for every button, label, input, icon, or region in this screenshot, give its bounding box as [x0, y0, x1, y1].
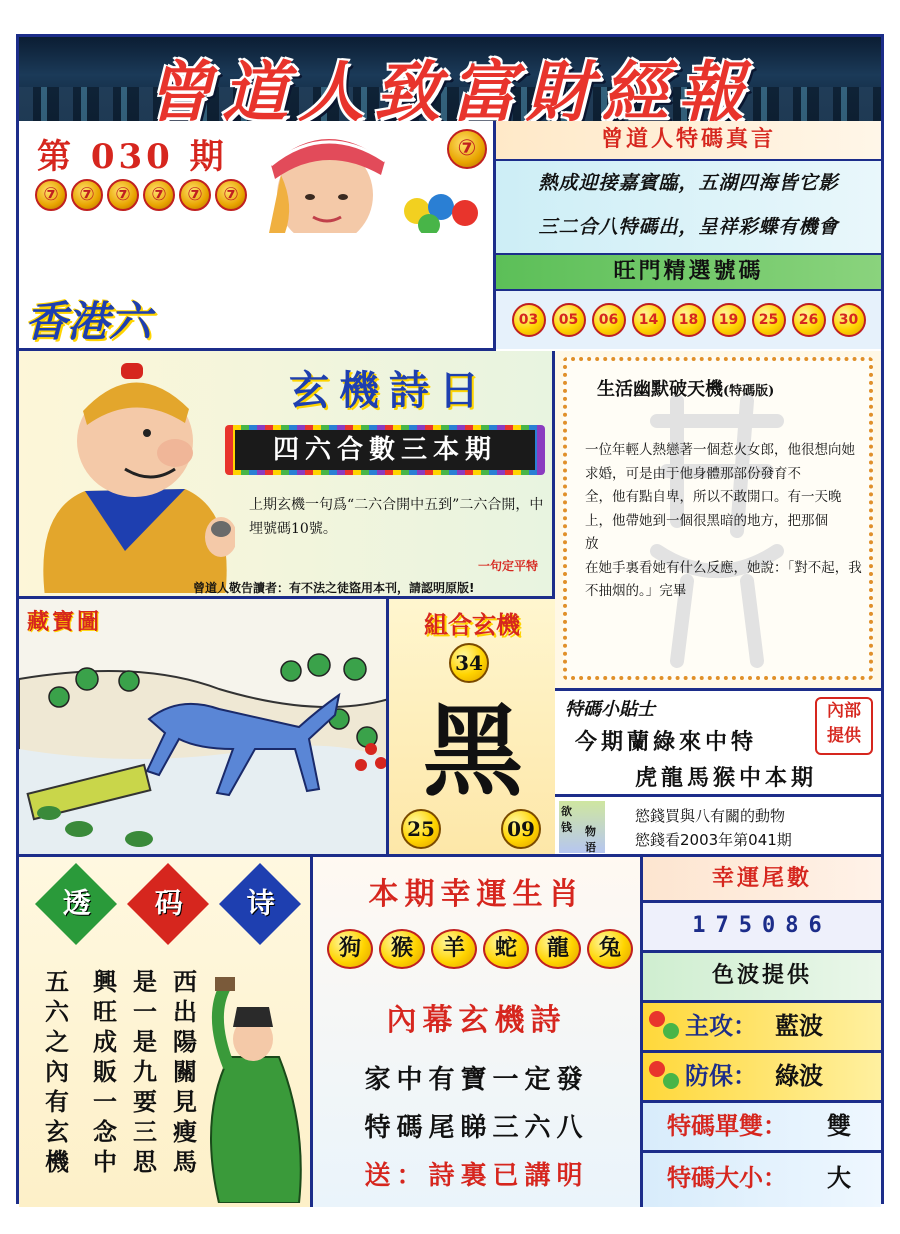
poem-column-text: 五六之內有玄機	[45, 967, 69, 1176]
mystic-poem-sign: 一句定平特	[477, 559, 538, 573]
main-attack-value: 藍波	[775, 1012, 823, 1040]
lucky-coin-icon: ⑦	[215, 179, 247, 211]
poem-char-badge	[219, 863, 301, 945]
lucky-coin-icon: ⑦	[71, 179, 103, 211]
poem-column	[43, 967, 71, 1177]
inner-poem-send	[313, 1155, 640, 1192]
mystic-poem-banner	[225, 425, 545, 475]
main-attack-label: 主攻：	[685, 1012, 757, 1040]
mystic-poem-text: 上期玄機一句爲“二六合開中五到”二六合開，中埋號碼10號。	[249, 497, 544, 537]
combo-number-top: 34	[449, 643, 489, 683]
mystic-poem-title: 玄機詩日	[289, 368, 489, 414]
zodiac-ball: 龍	[535, 929, 581, 969]
poem-column	[91, 967, 119, 1177]
poem-column	[131, 967, 159, 1177]
lucky-zodiac-panel	[313, 857, 643, 1207]
tips-panel	[555, 691, 881, 797]
joke-frame	[563, 357, 873, 680]
money-tag-char: 欲	[561, 805, 572, 818]
joke-paragraph: 一位年輕人熱戀著一個惹火女郎，他很想向她求婚，可是由于他身體那部份發育不	[585, 442, 855, 482]
joke-title-text: 生活幽默破天機	[597, 379, 723, 400]
combo-number-left: 25	[401, 809, 441, 849]
joke-subtitle: (特碼版)	[723, 384, 775, 399]
color-balls-icon	[649, 1061, 679, 1091]
zodiac-ball: 蛇	[483, 929, 529, 969]
joke-paragraph: 在她手裏看她有什么反應，她說：「對不起，我不抽烟的。」完畢	[585, 559, 862, 599]
lucky-info-panel	[643, 857, 881, 1207]
lucky-coin-icon: ⑦	[179, 179, 211, 211]
poem-column-text: 是一是九要三思	[133, 967, 157, 1176]
joke-title	[597, 375, 774, 401]
joke-body	[585, 439, 867, 604]
special-code-panel	[493, 121, 881, 351]
coin-row	[35, 179, 247, 211]
insider-badge	[815, 697, 873, 755]
combo-title: 組合玄機	[424, 611, 520, 639]
poem-char-badge	[127, 863, 209, 945]
tips-line: 虎龍馬猴中本期	[635, 765, 818, 791]
money-tag-char: 钱	[561, 821, 572, 834]
money-riddle-line: 慾錢看2003年第041期	[635, 831, 792, 849]
number-ball: 06	[592, 303, 626, 337]
inner-poem-line: 特碼尾睇三六八	[364, 1113, 589, 1143]
insider-badge-line: 內部	[827, 701, 861, 721]
selected-numbers-row	[496, 291, 881, 349]
joke-paragraph: 放	[585, 536, 599, 552]
joke-paragraph: 全，他有點自卑，所以不敢開口。有一天晚上，他帶她到一個很黑暗的地方，把那個	[585, 489, 842, 529]
size-row	[643, 1153, 881, 1207]
issue-number: 第 030 期	[37, 137, 228, 177]
size-label: 特碼大小：	[667, 1164, 787, 1192]
inner-poem-heading: 內幕玄機詩	[386, 1003, 567, 1038]
lucky-coin-icon: ⑦	[107, 179, 139, 211]
number-ball: 25	[752, 303, 786, 337]
size-value: 大	[827, 1164, 851, 1192]
money-riddle-panel	[555, 797, 881, 857]
joke-panel	[555, 351, 881, 691]
special-code-verse	[496, 161, 881, 255]
color-wave-heading: 色波提供	[643, 953, 881, 1003]
number-ball: 19	[712, 303, 746, 337]
mystic-poem-banner-text: 四六合數三本期	[235, 430, 535, 470]
tail-heading: 幸運尾數	[643, 857, 881, 903]
scholar-illustration	[189, 977, 309, 1203]
lucky-coin-icon: ⑦	[143, 179, 175, 211]
insider-badge-line: 提供	[827, 726, 861, 746]
poem-column-text: 西出陽關見瘦馬	[173, 967, 197, 1176]
newspaper-title: 曾道人致富財經報	[146, 54, 754, 121]
mystic-poem-panel	[19, 351, 555, 599]
odd-even-label: 特碼單雙：	[667, 1112, 787, 1140]
masthead	[19, 37, 881, 121]
money-riddle-tag	[559, 801, 605, 853]
poem-column-text: 興旺成販一念中	[93, 967, 117, 1176]
poem-char: 透	[62, 886, 91, 920]
hong-kong-label: 香港六	[25, 297, 152, 346]
number-ball: 14	[632, 303, 666, 337]
zodiac-ball: 猴	[379, 929, 425, 969]
poem-char: 码	[154, 886, 183, 920]
issue-panel	[19, 121, 493, 351]
newspaper-page	[16, 34, 884, 1204]
poem-block	[19, 857, 313, 1207]
lucky-zodiac-heading: 本期幸運生肖	[368, 877, 585, 912]
number-ball: 18	[672, 303, 706, 337]
treasure-map-title: 藏寶圖	[27, 610, 103, 635]
lucky-logo-icon: ⑦	[447, 129, 487, 169]
lucky-coin-icon: ⑦	[35, 179, 67, 211]
color-balls-icon	[649, 1011, 679, 1041]
number-ball: 03	[512, 303, 546, 337]
guard-value: 綠波	[775, 1062, 823, 1090]
piracy-notice: 曾道人敬告讀者：有不法之徒盜用本刊，請認明原版!	[193, 581, 475, 595]
old-man-illustration	[25, 361, 235, 593]
zodiac-ball: 兔	[587, 929, 633, 969]
guard-row	[643, 1053, 881, 1103]
number-ball: 30	[832, 303, 866, 337]
odd-even-value: 雙	[827, 1112, 851, 1140]
number-ball: 26	[792, 303, 826, 337]
money-tag-char: 物	[585, 825, 596, 838]
tips-line: 今期蘭綠來中特	[575, 729, 758, 755]
selected-numbers-heading: 旺門精選號碼	[496, 255, 881, 291]
tips-title: 特碼小貼士	[565, 699, 655, 720]
combo-number-right: 09	[501, 809, 541, 849]
send-text: 詩裏已講明	[428, 1161, 589, 1191]
zodiac-ball: 羊	[431, 929, 477, 969]
main-attack-row	[643, 1003, 881, 1053]
money-tag-char: 语	[585, 841, 596, 854]
verse-line: 熱成迎接嘉賓臨，五湖四海皆它影	[538, 172, 839, 194]
treasure-map-panel	[19, 599, 389, 857]
special-code-heading: 曾道人特碼真言	[496, 121, 881, 161]
zodiac-row	[327, 929, 633, 969]
combo-character: 黑	[423, 692, 523, 810]
money-riddle-line: 慾錢買與八有關的動物	[635, 807, 786, 825]
guard-label: 防保：	[685, 1062, 757, 1090]
inner-poem-line: 家中有寶一定發	[364, 1065, 589, 1095]
verse-line: 三二合八特碼出，呈祥彩蝶有機會	[538, 216, 839, 238]
send-label: 送：	[364, 1161, 429, 1191]
poem-column	[171, 967, 199, 1177]
poem-char: 诗	[246, 886, 275, 920]
odd-even-row	[643, 1103, 881, 1153]
tail-digits: 175086	[643, 903, 881, 953]
number-ball: 05	[552, 303, 586, 337]
treasure-map-illustration	[19, 599, 389, 857]
combo-panel	[389, 599, 555, 857]
zodiac-ball: 狗	[327, 929, 373, 969]
poem-char-badge	[35, 863, 117, 945]
